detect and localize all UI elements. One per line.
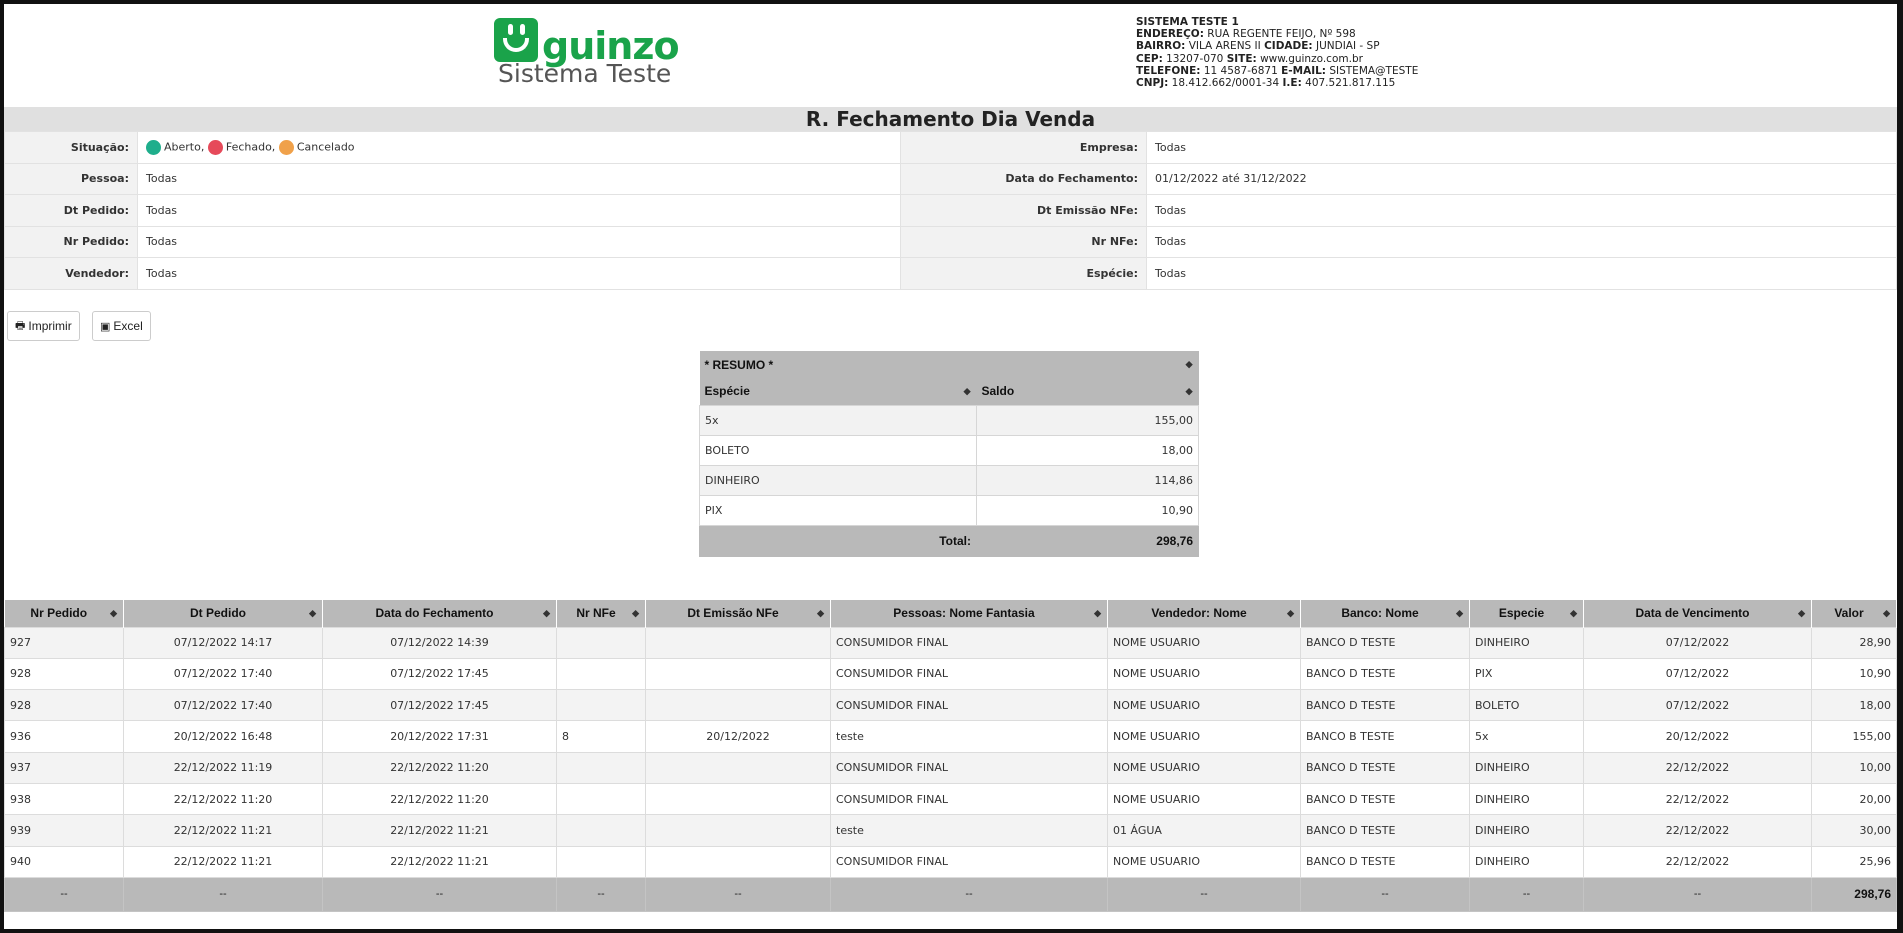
footer-cell: --	[323, 877, 557, 911]
cell-valor: 10,00	[1812, 752, 1897, 783]
table-row	[5, 752, 1897, 783]
cell-data-de-vencimento: 22/12/2022	[1584, 752, 1812, 783]
column-header-dt-emissao-nfe[interactable]: Dt Emissão NFe ◆	[646, 600, 831, 627]
summary-table	[699, 351, 1199, 557]
summary-saldo: 10,90	[977, 495, 1199, 525]
sort-icon: ◆	[1185, 386, 1193, 396]
footer-cell: --	[5, 877, 124, 911]
cell-banco-nome: BANCO D TESTE	[1301, 627, 1470, 658]
cell-data-de-vencimento: 22/12/2022	[1584, 815, 1812, 846]
cell-especie: DINHEIRO	[1470, 752, 1584, 783]
report-header	[4, 4, 1897, 107]
cell-dt-emissao-nfe	[646, 783, 831, 814]
table-row	[5, 627, 1897, 658]
cell-nr-pedido: 928	[5, 658, 124, 689]
cell-pessoas-nome-fantasia: teste	[831, 721, 1108, 752]
cell-nr-nfe	[557, 783, 646, 814]
footer-cell: --	[124, 877, 323, 911]
company-info: SISTEMA TESTE 1 ENDEREÇO: RUA REGENTE FEIJO, Nº 598 BAIRRO: VILA ARENS II CIDADE: JUNDIAI - SP CEP: 13207-070 SITE: www.guinzo.com.br TELEFONE: 11 4587-6871 E-MAIL: SISTEMA@TESTE CNPJ: 18.412.662/0001-34 I.E: 407.521.817.115	[1136, 16, 1419, 90]
summary-saldo: 114,86	[977, 465, 1199, 495]
cell-valor: 25,96	[1812, 846, 1897, 877]
status-aberto-dot	[146, 140, 161, 155]
logo-wordmark: guinzo	[542, 24, 679, 68]
cell-dt-pedido: 20/12/2022 16:48	[124, 721, 323, 752]
orders-table	[4, 600, 1897, 912]
footer-cell: --	[1584, 877, 1812, 911]
cell-nr-nfe	[557, 815, 646, 846]
filter-label: Vendedor:	[5, 258, 138, 290]
cell-banco-nome: BANCO D TESTE	[1301, 846, 1470, 877]
filter-dt-pedido-value: Todas	[138, 195, 901, 227]
cell-dt-emissao-nfe	[646, 690, 831, 721]
cell-nr-nfe	[557, 752, 646, 783]
cell-pessoas-nome-fantasia: CONSUMIDOR FINAL	[831, 627, 1108, 658]
status-label: Fechado,	[225, 140, 276, 154]
sort-icon: ◆	[1883, 608, 1890, 618]
cell-vendedor-nome: NOME USUARIO	[1108, 690, 1301, 721]
summary-total-label: Total:	[700, 525, 977, 556]
logo-subtitle: Sistema Teste	[498, 59, 672, 88]
cell-dt-pedido: 07/12/2022 17:40	[124, 690, 323, 721]
cell-dt-emissao-nfe	[646, 658, 831, 689]
sort-icon: ◆	[1798, 608, 1805, 618]
status-label: Cancelado	[296, 140, 355, 154]
filter-label: Dt Emissão NFe:	[901, 195, 1147, 227]
cell-pessoas-nome-fantasia: CONSUMIDOR FINAL	[831, 846, 1108, 877]
cell-especie: 5x	[1470, 721, 1584, 752]
cell-valor: 10,90	[1812, 658, 1897, 689]
cell-vendedor-nome: NOME USUARIO	[1108, 846, 1301, 877]
cell-banco-nome: BANCO D TESTE	[1301, 690, 1470, 721]
cell-data-de-vencimento: 22/12/2022	[1584, 783, 1812, 814]
cell-especie: DINHEIRO	[1470, 627, 1584, 658]
column-header-valor[interactable]: Valor ◆	[1812, 600, 1897, 627]
table-row	[5, 815, 1897, 846]
cell-data-do-fechamento: 07/12/2022 17:45	[323, 658, 557, 689]
sort-icon: ◆	[1094, 608, 1101, 618]
filter-label: Pessoa:	[5, 163, 138, 195]
summary-especie: DINHEIRO	[700, 465, 977, 495]
filter-data-fechamento-value: 01/12/2022 até 31/12/2022	[1147, 163, 1897, 195]
cell-banco-nome: BANCO D TESTE	[1301, 783, 1470, 814]
filter-label: Nr Pedido:	[5, 226, 138, 258]
cell-nr-pedido: 927	[5, 627, 124, 658]
company-name: SISTEMA TESTE 1	[1136, 16, 1239, 28]
filter-nr-pedido-value: Todas	[138, 226, 901, 258]
column-header-data-do-fechamento[interactable]: Data do Fechamento ◆	[323, 600, 557, 627]
sort-icon: ◆	[1185, 359, 1193, 369]
excel-button[interactable]: ▣ Excel	[92, 311, 151, 341]
cell-nr-nfe	[557, 846, 646, 877]
sort-icon: ◆	[309, 608, 316, 618]
cell-valor: 30,00	[1812, 815, 1897, 846]
table-row	[5, 690, 1897, 721]
cell-dt-pedido: 22/12/2022 11:21	[124, 815, 323, 846]
summary-row	[700, 465, 1199, 495]
cell-dt-emissao-nfe	[646, 815, 831, 846]
filter-label: Dt Pedido:	[5, 195, 138, 227]
cell-nr-nfe	[557, 627, 646, 658]
cell-nr-pedido: 936	[5, 721, 124, 752]
summary-especie: PIX	[700, 495, 977, 525]
cell-pessoas-nome-fantasia: CONSUMIDOR FINAL	[831, 752, 1108, 783]
footer-cell: --	[1470, 877, 1584, 911]
cell-vendedor-nome: NOME USUARIO	[1108, 658, 1301, 689]
filter-label: Empresa:	[901, 132, 1147, 164]
footer-cell: --	[831, 877, 1108, 911]
status-label: Aberto,	[164, 140, 205, 154]
company-district: VILA ARENS II	[1188, 40, 1261, 53]
company-ie: 407.521.817.115	[1305, 77, 1396, 90]
cell-especie: DINHEIRO	[1470, 815, 1584, 846]
smiley-icon	[494, 18, 538, 62]
orders-total-value: 298,76	[1812, 877, 1897, 911]
cell-data-do-fechamento: 22/12/2022 11:21	[323, 846, 557, 877]
report-title: R. Fechamento Dia Venda	[4, 107, 1897, 131]
cell-vendedor-nome: NOME USUARIO	[1108, 752, 1301, 783]
cell-data-de-vencimento: 07/12/2022	[1584, 690, 1812, 721]
sort-icon: ◆	[963, 386, 971, 396]
cell-dt-emissao-nfe: 20/12/2022	[646, 721, 831, 752]
orders-footer-row	[5, 877, 1897, 911]
footer-cell: --	[557, 877, 646, 911]
cell-valor: 20,00	[1812, 783, 1897, 814]
cell-dt-pedido: 22/12/2022 11:19	[124, 752, 323, 783]
cell-valor: 18,00	[1812, 690, 1897, 721]
company-site: www.guinzo.com.br	[1260, 52, 1363, 65]
filter-especie-value: Todas	[1147, 258, 1897, 290]
company-address: RUA REGENTE FEIJO, Nº 598	[1207, 28, 1356, 41]
cell-nr-pedido: 940	[5, 846, 124, 877]
company-city: JUNDIAI - SP	[1315, 40, 1380, 53]
company-email: SISTEMA@TESTE	[1329, 64, 1419, 77]
cell-data-do-fechamento: 07/12/2022 17:45	[323, 690, 557, 721]
cell-data-do-fechamento: 22/12/2022 11:21	[323, 815, 557, 846]
filters-table	[4, 131, 1897, 290]
cell-data-de-vencimento: 22/12/2022	[1584, 846, 1812, 877]
company-cnpj: 18.412.662/0001-34	[1171, 77, 1280, 90]
cell-dt-pedido: 07/12/2022 14:17	[124, 627, 323, 658]
column-header-vendedor-nome[interactable]: Vendedor: Nome ◆	[1108, 600, 1301, 627]
filter-label: Nr NFe:	[901, 226, 1147, 258]
summary-row	[700, 405, 1199, 435]
cell-data-de-vencimento: 07/12/2022	[1584, 658, 1812, 689]
sort-icon: ◆	[1570, 608, 1577, 618]
print-button[interactable]: 🖶 Imprimir	[7, 311, 80, 341]
cell-pessoas-nome-fantasia: CONSUMIDOR FINAL	[831, 783, 1108, 814]
summary-total-value: 298,76	[977, 525, 1199, 556]
sort-icon: ◆	[817, 608, 824, 618]
summary-saldo: 18,00	[977, 435, 1199, 465]
cell-nr-nfe: 8	[557, 721, 646, 752]
cell-especie: DINHEIRO	[1470, 846, 1584, 877]
cell-vendedor-nome: NOME USUARIO	[1108, 721, 1301, 752]
table-row	[5, 846, 1897, 877]
cell-nr-nfe	[557, 690, 646, 721]
column-header-dt-pedido[interactable]: Dt Pedido ◆	[124, 600, 323, 627]
summary-saldo: 155,00	[977, 405, 1199, 435]
cell-dt-emissao-nfe	[646, 627, 831, 658]
cell-data-de-vencimento: 07/12/2022	[1584, 627, 1812, 658]
cell-dt-emissao-nfe	[646, 846, 831, 877]
table-row	[5, 783, 1897, 814]
cell-dt-pedido: 07/12/2022 17:40	[124, 658, 323, 689]
cell-data-do-fechamento: 22/12/2022 11:20	[323, 783, 557, 814]
summary-row	[700, 435, 1199, 465]
cell-data-do-fechamento: 22/12/2022 11:20	[323, 752, 557, 783]
situacao-legend	[138, 132, 901, 164]
status-fechado-dot	[208, 140, 223, 155]
cell-especie: PIX	[1470, 658, 1584, 689]
column-header-banco-nome[interactable]: Banco: Nome ◆	[1301, 600, 1470, 627]
cell-pessoas-nome-fantasia: teste	[831, 815, 1108, 846]
company-phone: 11 4587-6871	[1203, 64, 1278, 77]
sort-icon: ◆	[632, 608, 639, 618]
cell-nr-pedido: 937	[5, 752, 124, 783]
cell-dt-emissao-nfe	[646, 752, 831, 783]
cell-especie: BOLETO	[1470, 690, 1584, 721]
status-cancelado-dot	[279, 140, 294, 155]
cell-nr-pedido: 938	[5, 783, 124, 814]
cell-nr-nfe	[557, 658, 646, 689]
cell-nr-pedido: 939	[5, 815, 124, 846]
cell-banco-nome: BANCO D TESTE	[1301, 752, 1470, 783]
filter-nr-nfe-value: Todas	[1147, 226, 1897, 258]
filter-pessoa-value: Todas	[138, 163, 901, 195]
cell-data-do-fechamento: 20/12/2022 17:31	[323, 721, 557, 752]
summary-especie: 5x	[700, 405, 977, 435]
table-row	[5, 721, 1897, 752]
table-row	[5, 658, 1897, 689]
printer-icon: 🖶	[15, 319, 26, 332]
column-header-pessoas-nome-fantasia[interactable]: Pessoas: Nome Fantasia ◆	[831, 600, 1108, 627]
filter-empresa-value: Todas	[1147, 132, 1897, 164]
summary-total-row	[700, 525, 1199, 556]
cell-nr-pedido: 928	[5, 690, 124, 721]
column-header-especie[interactable]: Especie ◆	[1470, 600, 1584, 627]
summary-header-especie[interactable]: Espécie ◆	[700, 378, 977, 405]
cell-dt-pedido: 22/12/2022 11:20	[124, 783, 323, 814]
cell-vendedor-nome: 01 ÁGUA	[1108, 815, 1301, 846]
sort-icon: ◆	[1456, 608, 1463, 618]
guinzo-logo	[490, 14, 690, 90]
filter-label: Data do Fechamento:	[901, 163, 1147, 195]
footer-cell: --	[1108, 877, 1301, 911]
cell-valor: 155,00	[1812, 721, 1897, 752]
cell-vendedor-nome: NOME USUARIO	[1108, 783, 1301, 814]
cell-banco-nome: BANCO D TESTE	[1301, 658, 1470, 689]
cell-banco-nome: BANCO D TESTE	[1301, 815, 1470, 846]
cell-valor: 28,90	[1812, 627, 1897, 658]
column-header-nr-pedido[interactable]: Nr Pedido ◆	[5, 600, 124, 627]
column-header-nr-nfe[interactable]: Nr NFe ◆	[557, 600, 646, 627]
cell-banco-nome: BANCO B TESTE	[1301, 721, 1470, 752]
cell-dt-pedido: 22/12/2022 11:21	[124, 846, 323, 877]
sort-icon: ◆	[110, 608, 117, 618]
excel-file-icon: ▣	[100, 320, 111, 333]
footer-cell: --	[1301, 877, 1470, 911]
filter-vendedor-value: Todas	[138, 258, 901, 290]
cell-especie: DINHEIRO	[1470, 783, 1584, 814]
cell-data-do-fechamento: 07/12/2022 14:39	[323, 627, 557, 658]
filter-dt-emissao-value: Todas	[1147, 195, 1897, 227]
sort-icon: ◆	[543, 608, 550, 618]
cell-pessoas-nome-fantasia: CONSUMIDOR FINAL	[831, 658, 1108, 689]
filter-label: Situação:	[5, 132, 138, 164]
summary-row	[700, 495, 1199, 525]
cell-pessoas-nome-fantasia: CONSUMIDOR FINAL	[831, 690, 1108, 721]
summary-caption-header[interactable]: * RESUMO * ◆	[700, 351, 1199, 378]
filter-label: Espécie:	[901, 258, 1147, 290]
summary-especie: BOLETO	[700, 435, 977, 465]
cell-vendedor-nome: NOME USUARIO	[1108, 627, 1301, 658]
column-header-data-de-vencimento[interactable]: Data de Vencimento ◆	[1584, 600, 1812, 627]
cell-data-de-vencimento: 20/12/2022	[1584, 721, 1812, 752]
company-cep: 13207-070	[1166, 52, 1224, 65]
footer-cell: --	[646, 877, 831, 911]
sort-icon: ◆	[1287, 608, 1294, 618]
summary-header-saldo[interactable]: Saldo ◆	[977, 378, 1199, 405]
